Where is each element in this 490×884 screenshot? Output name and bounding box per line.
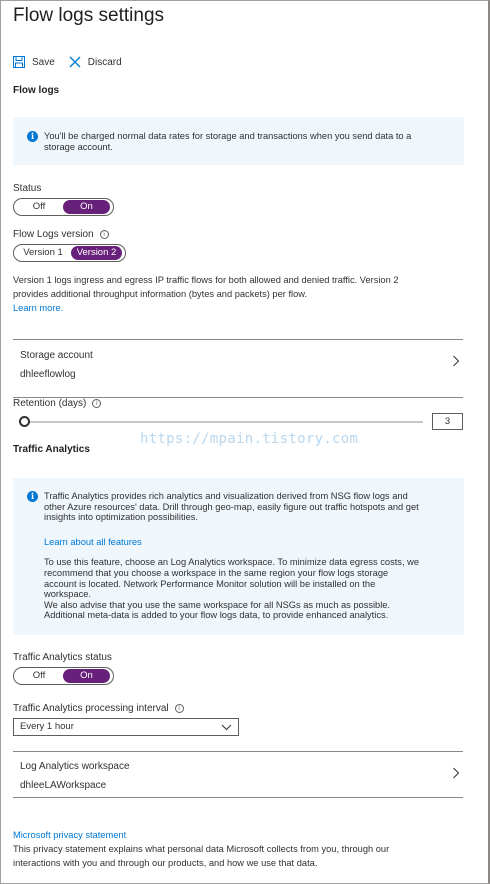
- ta-interval-text: Traffic Analytics processing interval: [13, 703, 169, 714]
- help-icon[interactable]: i: [175, 704, 184, 713]
- status-label: Status: [13, 183, 42, 194]
- ta-note-line: recommend that you choose a workspace in the same region your flow logs storage: [44, 567, 389, 578]
- ta-info-line: Traffic Analytics provides rich analytics and visualization derived from NSG flow logs and: [44, 491, 408, 501]
- chevron-right-icon: [452, 767, 460, 779]
- traffic-analytics-info-box: [13, 478, 464, 635]
- storage-account-row[interactable]: [13, 339, 463, 398]
- toolbar: [13, 52, 136, 72]
- help-icon[interactable]: i: [100, 230, 109, 239]
- retention-input[interactable]: 3: [432, 413, 463, 430]
- slider-thumb[interactable]: [19, 416, 30, 427]
- interval-dropdown[interactable]: [13, 718, 239, 736]
- ta-status-off-option[interactable]: Off: [32, 670, 46, 681]
- version-toggle[interactable]: [13, 244, 126, 262]
- info-icon: i: [27, 131, 38, 142]
- discard-icon: [69, 56, 81, 68]
- ta-info-line: insights into optimization possibilities.: [44, 512, 198, 523]
- privacy-text-line: This privacy statement explains what personal data Microsoft collects from you, through our: [13, 844, 390, 854]
- flow-logs-heading: Flow logs: [13, 85, 60, 96]
- save-label: Save: [32, 56, 55, 68]
- save-icon: [13, 56, 25, 68]
- interval-value: Every 1 hour: [20, 721, 74, 732]
- flow-logs-version-text: Flow Logs version: [13, 229, 94, 240]
- version-desc-line: Version 1 logs ingress and egress IP traffic flows for both allowed and denied traffic. Version 2: [13, 275, 399, 285]
- storage-account-value: dhleeflowlog: [20, 369, 76, 380]
- learn-more-link[interactable]: Learn more.: [13, 303, 64, 313]
- ta-status-on-option[interactable]: On: [63, 669, 110, 683]
- discard-label: Discard: [87, 56, 122, 68]
- page-title: Flow logs settings: [13, 5, 165, 26]
- info-icon: i: [27, 491, 38, 502]
- log-analytics-workspace-row[interactable]: [13, 751, 463, 798]
- retention-text: Retention (days): [13, 398, 87, 409]
- save-button[interactable]: [13, 56, 55, 68]
- storage-account-label: Storage account: [20, 350, 93, 361]
- ta-note-line: workspace.: [44, 589, 92, 600]
- learn-features-link[interactable]: Learn about all features: [44, 536, 142, 547]
- privacy-section: [13, 828, 453, 870]
- retention-label: [13, 398, 101, 409]
- traffic-analytics-heading: Traffic Analytics: [13, 444, 90, 455]
- ta-interval-label: [13, 703, 184, 714]
- ta-note-line: Additional meta-data is added to your flow logs data, to provide enhanced analytics.: [44, 610, 389, 621]
- status-toggle[interactable]: [13, 198, 114, 216]
- status-off-option[interactable]: Off: [32, 201, 46, 212]
- info-text-line: storage account.: [44, 141, 113, 152]
- ta-note-line: account is located. Network Performance Monitor solution will be installed on the: [44, 578, 376, 589]
- retention-slider[interactable]: [19, 417, 423, 427]
- flow-logs-info-box: [13, 117, 464, 165]
- watermark: https://mpain.tistory.com: [140, 431, 359, 447]
- workspace-value: dhleeLAWorkspace: [20, 780, 107, 791]
- workspace-label: Log Analytics workspace: [20, 761, 130, 772]
- chevron-right-icon: [452, 355, 460, 367]
- ta-status-toggle[interactable]: [13, 667, 114, 685]
- version-desc-line: provides additional throughput information (bytes and packets) per flow.: [13, 289, 308, 299]
- slider-track: [19, 421, 423, 423]
- info-text-line: You'll be charged normal data rates for storage and transactions when you send data to a: [44, 131, 412, 141]
- chevron-down-icon: [221, 724, 232, 731]
- discard-button[interactable]: [69, 56, 122, 68]
- help-icon[interactable]: i: [92, 399, 101, 408]
- privacy-link[interactable]: Microsoft privacy statement: [13, 830, 127, 840]
- privacy-text-line: interactions with you and through our products, and how we use that data.: [13, 858, 318, 868]
- version-2-option[interactable]: Version 2: [71, 246, 122, 260]
- version-description: [13, 273, 453, 315]
- flow-logs-version-label: [13, 229, 109, 240]
- ta-note-line: To use this feature, choose an Log Analytics workspace. To minimize data egress costs, we: [44, 557, 419, 568]
- ta-note-line: We also advise that you use the same workspace for all NSGs as much as possible.: [44, 599, 391, 610]
- ta-status-label: Traffic Analytics status: [13, 652, 112, 663]
- ta-info-line: other Azure resources' data. Drill through geo-map, easily figure out traffic hotspots and get: [44, 501, 419, 512]
- status-on-option[interactable]: On: [63, 200, 110, 214]
- version-1-option[interactable]: Version 1: [23, 247, 63, 258]
